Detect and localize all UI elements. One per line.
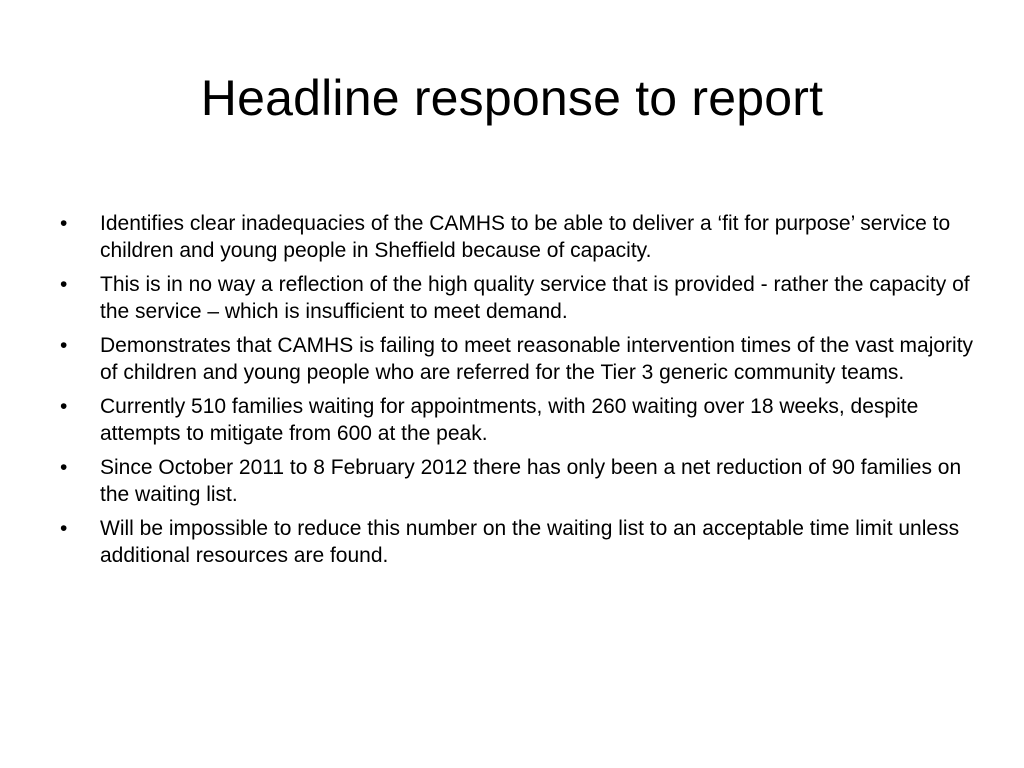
bullet-item: [58, 210, 978, 264]
slide-title: Headline response to report: [200, 70, 824, 126]
bullet-item: [58, 515, 978, 569]
bullet-text: Since October 2011 to 8 February 2012 there has only been a net reduction of 90 families on the waiting list.: [100, 456, 962, 506]
bullet-text: Currently 510 families waiting for appointments, with 260 waiting over 18 weeks, despite attempts to mitigate from 600 at the peak.: [100, 395, 919, 445]
bullet-item: [58, 332, 978, 386]
bullet-dot-icon: •: [60, 334, 68, 357]
bullet-text: This is in no way a reflection of the high quality service that is provided - rather the capacity of the service – which is insufficient to meet demand.: [100, 273, 970, 323]
bullet-text: Identifies clear inadequacies of the CAMHS to be able to deliver a ‘fit for purpose’ service to children and young people in Sheffield because of capacity.: [100, 212, 951, 262]
bullet-item: [58, 393, 978, 447]
bullet-dot-icon: •: [60, 395, 68, 418]
bullet-dot-icon: •: [60, 517, 68, 540]
bullet-dot-icon: •: [60, 212, 68, 235]
bullet-list: [58, 210, 978, 576]
bullet-item: [58, 454, 978, 508]
bullet-item: [58, 271, 978, 325]
bullet-dot-icon: •: [60, 456, 68, 479]
bullet-dot-icon: •: [60, 273, 68, 296]
bullet-text: Will be impossible to reduce this number on the waiting list to an acceptable time limit unless additional resources are found.: [100, 517, 960, 567]
bullet-text: Demonstrates that CAMHS is failing to meet reasonable intervention times of the vast majority of children and young people who are referred for the Tier 3 generic community teams.: [100, 334, 974, 384]
